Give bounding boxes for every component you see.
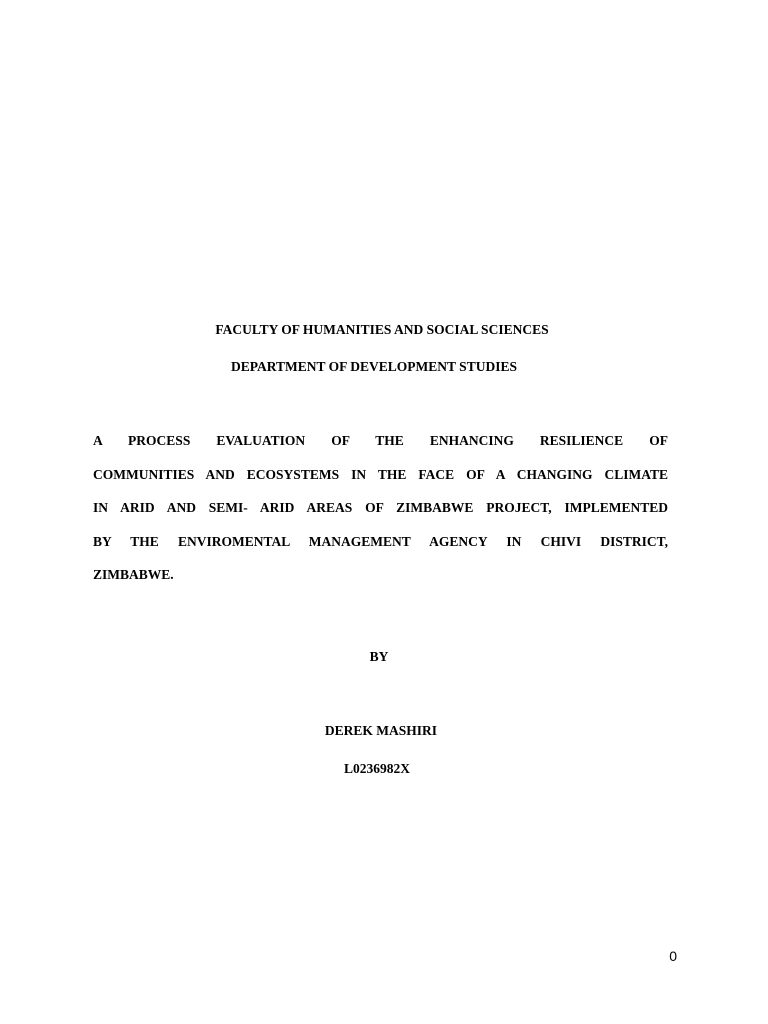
thesis-title (93, 432, 668, 600)
title-line: ZIMBABWE. (93, 567, 174, 582)
department-heading: DEPARTMENT OF DEVELOPMENT STUDIES (231, 359, 517, 374)
title-line: IN ARID AND SEMI- ARID AREAS OF ZIMBABWE PROJECT, IMPLEMENTED (93, 500, 668, 515)
faculty-heading: FACULTY OF HUMANITIES AND SOCIAL SCIENCES (215, 322, 549, 337)
student-id: L0236982X (343, 761, 410, 776)
by-label: BY (369, 649, 389, 664)
title-line: BY THE ENVIROMENTAL MANAGEMENT AGENCY IN CHIVI DISTRICT, (93, 533, 668, 549)
title-line: COMMUNITIES AND ECOSYSTEMS IN THE FACE OF A CHANGING CLIMATE (93, 466, 668, 482)
page-number: 0 (669, 948, 677, 964)
title-line: A PROCESS EVALUATION OF THE ENHANCING RESILIENCE OF (93, 433, 668, 448)
author-name: DEREK MASHIRI (324, 723, 438, 738)
